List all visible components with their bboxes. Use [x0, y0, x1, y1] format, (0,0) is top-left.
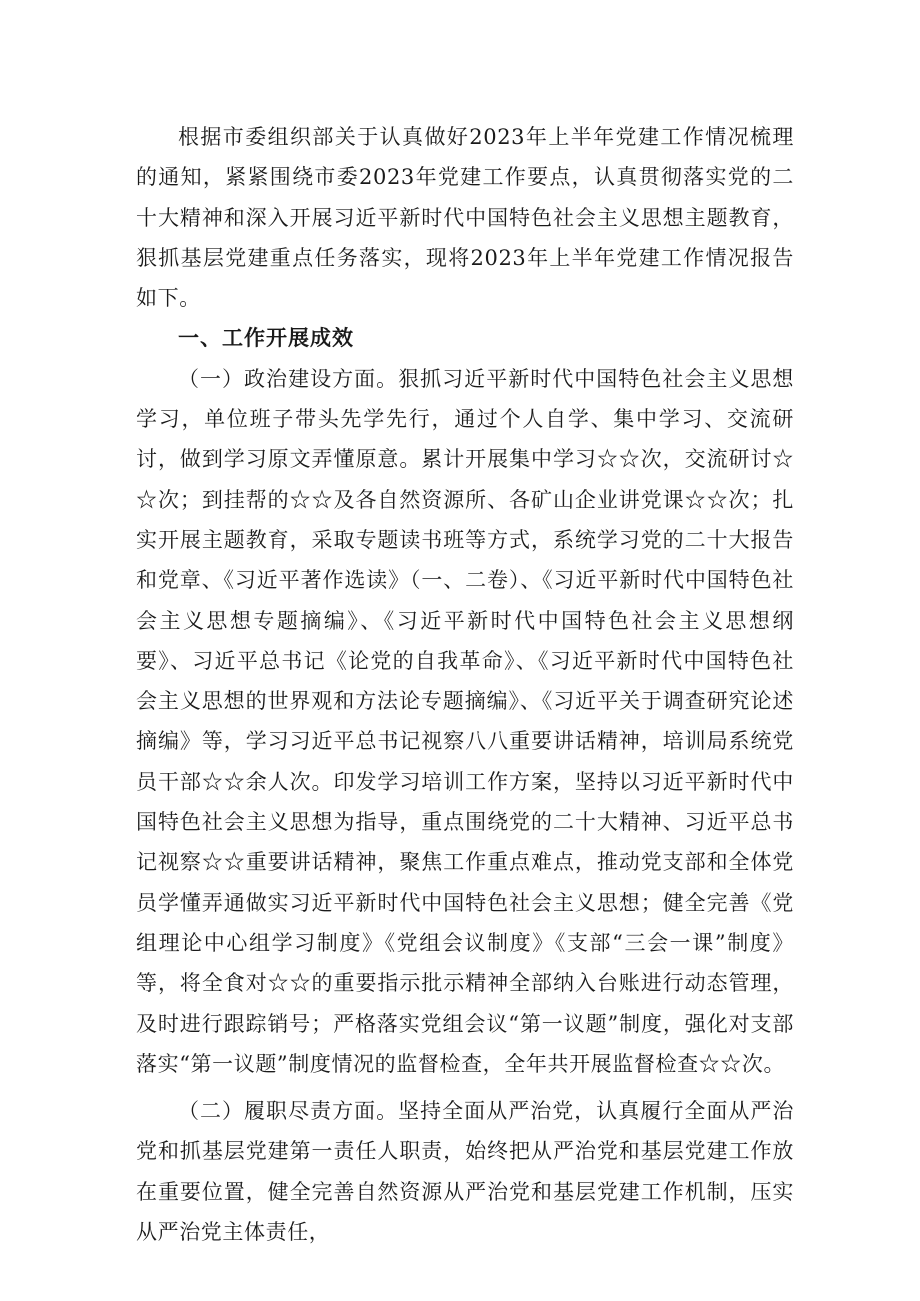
section-heading-achievements: 一、工作开展成效	[178, 326, 354, 351]
political-construction-paragraph: （一）政治建设方面。狠抓习近平新时代中国特色社会主义思想学习，单位班子带头先学先行，通过个人自学、集中学习、交流研讨，做到学习原文弄懂原意。累计开展集中学习☆☆次，交流研讨☆☆次；到挂帮的☆☆及各自然资源所、各矿山企业讲党课☆☆次；扎实开展主题教育，采取专题读书班等方式，系统学习党的二十大报告和党章、《习近平著作选读》（一、二卷）、《习近平新时代中国特色社会主义思想专题摘编》、《习近平新时代中国特色社会主义思想纲要》、习近平总书记《论党的自我革命》、《习近平新时代中国特色社会主义思想的世界观和方法论专题摘编》、《习近平关于调查研究论述摘编》等，学习习近平总书记视察八八重要讲话精神，培训局系统党员干部☆☆余人次。印发学习培训工作方案，坚持以习近平新时代中国特色社会主义思想为指导，重点围绕党的二十大精神、习近平总书记视察☆☆重要讲话精神，聚焦工作重点难点，推动党支部和全体党员学懂弄通做实习近平新时代中国特色社会主义思想；健全完善《党组理论中心组学习制度》《党组会议制度》《支部“三会一课”制度》等，将全食对☆☆的重要指示批示精神全部纳入台账进行动态管理，及时进行跟踪销号；严格落实党组会议“第一议题”制度，强化对支部落实“第一议题”制度情况的监督检查，全年共开展监督检查☆☆次。	[136, 366, 794, 1076]
duty-fulfillment-paragraph: （二）履职尽责方面。坚持全面从严治党，认真履行全面从严治党和抓基层党建第一责任人职责，始终把从严治党和基层党建工作放在重要位置，健全完善自然资源从严治党和基层党建工作机制，压实从严治党主体责任，	[136, 1099, 794, 1245]
document-body	[136, 117, 794, 1252]
intro-paragraph: 根据市委组织部关于认真做好2023年上半年党建工作情况梳理的通知，紧紧围绕市委2023年党建工作要点，认真贯彻落实党的二十大精神和深入开展习近平新时代中国特色社会主义思想主题教育，狠抓基层党建重点任务落实，现将2023年上半年党建工作情况报告如下。	[136, 125, 794, 311]
